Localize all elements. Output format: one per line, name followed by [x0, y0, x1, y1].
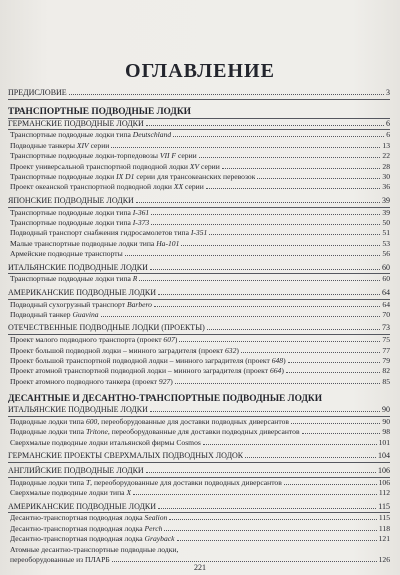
dot-leader: [286, 372, 381, 373]
toc-entry-title: Проект большой подводной лодки – минного заградителя (проект 632): [10, 345, 239, 355]
toc-entry-page: 50: [382, 218, 390, 228]
dot-leader: [241, 352, 381, 353]
preface-label: ПРЕДИСЛОВИЕ: [8, 88, 67, 97]
group-japanese: ЯПОНСКИЕ ПОДВОДНЫЕ ЛОДКИ 39: [8, 196, 390, 208]
toc-entry: [8, 182, 390, 192]
toc-entry: [8, 141, 390, 151]
toc-entry-title: Подводные лодки типа 600, переоборудованные для доставки подводных диверсантов: [10, 416, 289, 426]
toc-entry: [8, 162, 390, 172]
entries-italian-2: [8, 417, 390, 448]
toc-preface: [8, 88, 390, 100]
toc-entry: [8, 534, 390, 544]
toc-entry-page: 115: [378, 513, 390, 523]
group-german: ГЕРМАНСКИЕ ПОДВОДНЫЕ ЛОДКИ 6: [8, 119, 390, 131]
toc-entry-title: Подводные танкеры XIV серии: [10, 140, 110, 150]
toc-entry: [8, 172, 390, 182]
toc-entry-title: Армейские подводные транспорты: [10, 249, 123, 259]
toc-entry: [8, 356, 390, 366]
toc-entry: [8, 524, 390, 534]
dot-leader: [284, 484, 377, 485]
toc-entry-title: Сверхмалые подводные лодки типа X: [10, 488, 132, 498]
dot-leader: [288, 362, 381, 363]
toc-entry-title: Проект универсальной транспортной подводной лодки XV серии: [10, 161, 220, 171]
toc-entry-title: Транспортные подводные лодки типа I-361: [10, 207, 150, 217]
toc-entry-page: 51: [382, 228, 390, 238]
dot-leader: [175, 383, 381, 384]
dot-leader: [181, 245, 380, 246]
toc-entry-page: 77: [382, 345, 390, 355]
toc-entry: [8, 377, 390, 387]
dot-leader: [125, 255, 381, 256]
toc-entry: [8, 130, 390, 140]
toc-entry-title: Подводный транспорт снабжения гидросамолетов типа I-351: [10, 228, 208, 238]
group-german-midget: ГЕРМАНСКИЕ ПРОЕКТЫ СВЕРХМАЛЫХ ПОДВОДНЫХ ЛОДОК 104: [8, 451, 390, 463]
toc-entry-title: Транспортные подводные лодки типа R: [10, 274, 138, 284]
toc-entry-page: 60: [382, 274, 390, 284]
toc-entry: [8, 427, 390, 437]
toc-entry-page: 101: [378, 437, 390, 447]
toc-entry-page: 6: [386, 130, 390, 140]
group-english: АНГЛИЙСКИЕ ПОДВОДНЫЕ ЛОДКИ 106: [8, 466, 390, 478]
entries-italian: [8, 274, 390, 284]
toc-entry-page: 112: [378, 488, 390, 498]
entries-english: [8, 478, 390, 499]
dot-leader: [179, 341, 380, 342]
group-italian-2: ИТАЛЬЯНСКИЕ ПОДВОДНЫЕ ЛОДКИ 90: [8, 405, 390, 417]
entries-german: [8, 130, 390, 192]
section-landing: ДЕСАНТНЫЕ И ДЕСАНТНО-ТРАНСПОРТНЫЕ ПОДВОДНЫЕ ЛОДКИ: [8, 394, 323, 405]
toc-entry-page: 85: [382, 376, 390, 386]
group-american-2: АМЕРИКАНСКИЕ ПОДВОДНЫЕ ЛОДКИ 115: [8, 502, 390, 514]
toc-entry: [8, 274, 390, 284]
group-italian: ИТАЛЬЯНСКИЕ ПОДВОДНЫЕ ЛОДКИ 60: [8, 263, 390, 275]
toc-entry-page: 56: [382, 249, 390, 259]
dot-leader: [206, 188, 381, 189]
dot-leader: [151, 224, 380, 225]
toc-entry: [8, 208, 390, 218]
dot-leader: [111, 147, 380, 148]
toc-entry-title: Проект большой транспортной подводной лодки – минного заградителя (проект 648): [10, 356, 286, 366]
dot-leader: [199, 157, 381, 158]
toc-entry-title: Подводный сухогрузный транспорт Barbero: [10, 299, 152, 309]
toc-entry-page: 118: [378, 523, 390, 533]
toc-entry: [8, 249, 390, 259]
toc-entry-title: Десантно-транспортная подводная лодка Grayback: [10, 534, 175, 544]
dot-leader: [173, 136, 384, 137]
dot-leader: [177, 540, 377, 541]
toc-entry-title: Сверхмалые подводные лодки итальянской фирмы Cosmos: [10, 437, 201, 447]
dot-leader: [169, 519, 377, 520]
toc-entry-page: 28: [382, 161, 390, 171]
toc-entry-title: Подводные лодки типа T, переоборудованные для доставки подводных диверсантов: [10, 477, 282, 487]
dot-leader: [291, 423, 380, 424]
toc-entry-title: Десантно-транспортная подводная лодка Sealion: [10, 513, 168, 523]
dot-leader: [164, 530, 376, 531]
toc-entry-page: 79: [382, 356, 390, 366]
toc-entry-page: 82: [382, 366, 390, 376]
dot-leader: [151, 214, 380, 215]
toc-entry: [8, 366, 390, 376]
dot-leader: [203, 444, 377, 445]
toc-entry: [8, 346, 390, 356]
toc-entry-title: Подводные лодки типа Tritone, переоборудованные для доставки подводных диверсантов: [10, 427, 300, 437]
toc-entry-page: 75: [382, 335, 390, 345]
entries-american: [8, 300, 390, 321]
page-title: ОГЛАВЛЕНИЕ: [125, 60, 275, 82]
group-domestic: ОТЕЧЕСТВЕННЫЕ ПОДВОДНЫЕ ЛОДКИ (ПРОЕКТЫ) 73: [8, 323, 390, 335]
group-american: АМЕРИКАНСКИЕ ПОДВОДНЫЕ ЛОДКИ 64: [8, 288, 390, 300]
toc-entry: [8, 310, 390, 320]
toc-last-entry-line1: Атомные десантно-транспортные подводные лодки,: [10, 544, 179, 554]
toc-entry: [8, 239, 390, 249]
toc-entry-page: 70: [382, 310, 390, 320]
toc-entry-title: Транспортные подводные лодки типа I-373: [10, 218, 150, 228]
toc-last-entry: переоборудованные из ПЛАРБ 126: [10, 554, 390, 564]
entries-american-2: [8, 513, 390, 544]
dot-leader: [257, 178, 380, 179]
toc-entry-page: 39: [382, 207, 390, 217]
toc-entry: [8, 300, 390, 310]
toc-entry: [8, 438, 390, 448]
toc-entry-page: 53: [382, 238, 390, 248]
toc-entry-title: Подводный танкер Guavina: [10, 310, 99, 320]
dot-leader: [222, 168, 381, 169]
dot-leader: [101, 316, 381, 317]
toc-entry-page: 13: [382, 140, 390, 150]
preface-page: 3: [386, 88, 390, 97]
dot-leader: [154, 306, 380, 307]
section-transport: ТРАНСПОРТНЫЕ ПОДВОДНЫЕ ЛОДКИ: [8, 106, 390, 119]
toc-entry-page: 22: [382, 151, 390, 161]
toc-entry: [8, 488, 390, 498]
toc-entry-page: 64: [382, 299, 390, 309]
toc-entry-title: Проект океанской транспортной подводной лодки XX серии: [10, 182, 204, 192]
table-of-contents: [8, 88, 390, 565]
toc-entry-title: Транспортные подводные лодки IX D1 серии для трансокеанских перевозок: [10, 172, 256, 182]
toc-entry: [8, 218, 390, 228]
entries-domestic: [8, 335, 390, 387]
dot-leader: [302, 433, 381, 434]
page-number: 221: [194, 563, 206, 572]
toc-entry: [8, 417, 390, 427]
toc-entry-title: Проект атомной транспортной подводной лодки – минного заградителя (проект 664): [10, 366, 284, 376]
toc-entry-title: Проект атомного подводного танкера (проект 927): [10, 376, 173, 386]
toc-entry: [8, 151, 390, 161]
toc-entry-page: 121: [378, 534, 390, 544]
toc-entry: [8, 228, 390, 238]
dot-leader: [209, 234, 380, 235]
toc-entry: [8, 513, 390, 523]
toc-entry-page: 30: [382, 172, 390, 182]
toc-entry-title: Малые транспортные подводные лодки типа Ha-101: [10, 238, 180, 248]
entries-japanese: [8, 208, 390, 260]
dot-leader: [139, 280, 380, 281]
toc-entry-title: Проект малого подводного транспорта (проект 607): [10, 335, 178, 345]
toc-entry-page: 106: [378, 477, 390, 487]
toc-entry-title: Транспортные подводные лодки типа Deutschland: [10, 130, 172, 140]
toc-entry: [8, 335, 390, 345]
toc-entry-page: 98: [382, 427, 390, 437]
toc-entry: [8, 478, 390, 488]
toc-entry-page: 90: [382, 416, 390, 426]
toc-entry-page: 36: [382, 182, 390, 192]
dot-leader: [133, 494, 377, 495]
toc-entry-title: Десантно-транспортная подводная лодка Perch: [10, 523, 163, 533]
toc-entry-title: Транспортные подводные лодки-торпедовозы VII F серии: [10, 151, 197, 161]
